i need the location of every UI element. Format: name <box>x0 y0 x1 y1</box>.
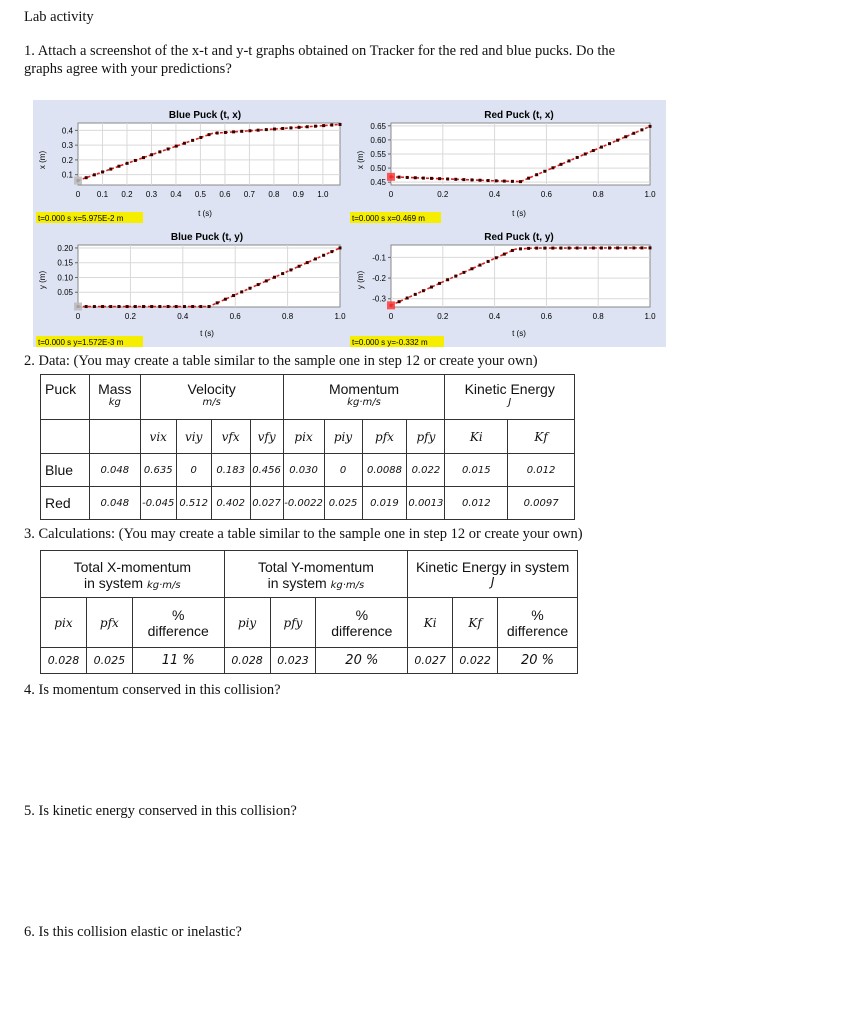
blue-y-data-point <box>265 279 268 282</box>
red-x-x-tick: 0.4 <box>489 190 501 199</box>
sub-pfx: pfx <box>86 598 132 648</box>
sub-piy: piy <box>324 420 362 454</box>
header-puck: Puck <box>41 375 90 420</box>
blue-x-data-point <box>126 162 129 165</box>
cell: 0.0013 <box>407 487 445 520</box>
red-y-data-point <box>503 253 506 256</box>
blue-y-data-point <box>339 246 342 249</box>
cell: 20 % <box>498 648 578 674</box>
red-y-data-point <box>608 246 611 249</box>
blue-x-ylabel: x (m) <box>38 150 47 170</box>
red-x-y-tick: 0.65 <box>370 121 386 131</box>
sub-pct-x: % <box>171 606 185 623</box>
blue-y-x-tick: 1.0 <box>334 312 346 321</box>
cell: 0.0088 <box>362 454 407 487</box>
red-x-data-point <box>584 153 587 156</box>
red-x-data-point <box>398 176 401 179</box>
red-x-data-point <box>649 125 652 128</box>
data-table <box>40 374 575 520</box>
blue-x-y-tick: 0.3 <box>61 141 73 151</box>
header-total-x-2: in system <box>83 575 144 591</box>
red-y-data-point <box>559 247 562 250</box>
blue-x-data-point <box>199 136 202 139</box>
blue-y-data-point <box>224 298 227 301</box>
blue-y-y-tick: 0.20 <box>57 243 73 253</box>
header-system-ke: Kinetic Energy in system <box>415 559 570 575</box>
sub-vfx: vfx <box>211 420 250 454</box>
blue-y-data-point <box>273 276 276 279</box>
blue-x-data-point <box>281 127 284 130</box>
red-x-data-point <box>406 176 409 179</box>
page-title: Lab activity <box>24 9 94 25</box>
blue-y-data-point <box>167 305 170 308</box>
cell: 0.012 <box>508 454 575 487</box>
table-row <box>41 648 578 674</box>
red-x-start-marker <box>387 173 395 181</box>
blue-y-data-point <box>232 294 235 297</box>
red-y-data-point <box>535 247 538 250</box>
header-total-y-2: in system <box>267 575 327 591</box>
blue-x-data-point <box>265 128 268 131</box>
red-y-data-point <box>592 246 595 249</box>
red-x-data-point <box>624 135 627 138</box>
cell: 0 <box>324 454 362 487</box>
question-2: 2. Data: (You may create a table similar to the sample one in step 12 or create your own) <box>24 353 538 369</box>
sub-ki: Ki <box>445 420 508 454</box>
blue-y-readout: t=0.000 s y=1.572E-3 m <box>38 338 124 347</box>
blue-y-data-point <box>175 305 178 308</box>
blue-x-title: Blue Puck (t, x) <box>168 110 242 121</box>
blue-x-data-point <box>298 126 301 129</box>
red-y-y-tick: -0.3 <box>372 294 386 304</box>
red-y-data-point <box>470 267 473 270</box>
blue-x-x-tick: 1.0 <box>317 190 329 199</box>
question-5: 5. Is kinetic energy conserved in this collision? <box>24 803 297 819</box>
unit-system-ke: J <box>490 575 495 589</box>
blue-y-y-tick: 0.05 <box>57 288 73 298</box>
red-x-y-tick: 0.55 <box>370 150 386 159</box>
blue-y-y-tick: 0.15 <box>57 258 73 268</box>
red-y-data-point <box>551 247 554 250</box>
blue-x-x-tick: 0.7 <box>243 190 255 199</box>
unit-total-x: kg·m/s <box>146 580 181 591</box>
cell: 0.027 <box>408 648 453 674</box>
red-y-data-point <box>495 256 498 259</box>
red-y-y-tick: -0.1 <box>372 253 386 263</box>
header-kinetic-energy: Kinetic Energy <box>464 381 555 397</box>
red-x-data-point <box>422 177 425 180</box>
red-y-x-tick: 1.0 <box>644 312 656 321</box>
red-y-data-point <box>624 246 627 249</box>
red-x-x-tick: 1.0 <box>644 190 656 199</box>
blue-y-data-point <box>191 305 194 308</box>
header-velocity: Velocity <box>187 381 236 397</box>
blue-x-data-point <box>183 142 186 145</box>
blue-y-data-point <box>281 272 284 275</box>
red-x-data-point <box>535 173 538 176</box>
cell: 0.025 <box>324 487 362 520</box>
red-x-x-tick: 0.8 <box>592 190 604 199</box>
red-y-xlabel: t (s) <box>512 329 526 338</box>
header-momentum: Momentum <box>328 381 399 397</box>
blue-y-start-marker <box>74 303 82 311</box>
blue-x-x-tick: 0.5 <box>194 190 206 199</box>
red-y-data-point <box>632 246 635 249</box>
sub-vix: vix <box>140 420 176 454</box>
red-x-data-point <box>414 176 417 179</box>
cell: 0.022 <box>407 454 445 487</box>
blue-x-x-tick: 0.2 <box>121 190 133 199</box>
red-x-data-point <box>438 177 441 180</box>
cell: 20 % <box>316 648 408 674</box>
red-x-data-point <box>640 128 643 131</box>
blue-x-data-point <box>175 145 178 148</box>
red-x-y-tick: 0.50 <box>370 164 386 174</box>
blue-y-ylabel: y (m) <box>38 270 47 290</box>
cell: 0.023 <box>270 648 316 674</box>
blue-y-x-tick: 0.8 <box>282 312 294 321</box>
blue-x-start-marker <box>74 177 82 185</box>
blue-y-data-point <box>322 254 325 257</box>
sub-diff-ke: difference <box>506 622 569 639</box>
cell: 0.402 <box>211 487 250 520</box>
red-y-data-point <box>649 246 652 249</box>
red-y-data-point <box>430 286 433 289</box>
blue-x-plot-area <box>78 123 340 185</box>
blue-y-data-point <box>109 305 112 308</box>
cell: 0.048 <box>89 454 140 487</box>
header-mass: Mass <box>98 381 132 397</box>
red-x-ylabel: x (m) <box>356 150 365 170</box>
cell: 0.015 <box>445 454 508 487</box>
red-y-data-point <box>487 260 490 263</box>
blue-y-y-tick: 0.10 <box>57 273 73 283</box>
red-y-x-tick: 0 <box>388 312 394 321</box>
red-x-data-point <box>479 179 482 182</box>
red-x-data-point <box>600 146 603 149</box>
red-x-data-point <box>446 177 449 180</box>
red-y-data-point <box>568 247 571 250</box>
header-total-x: Total X-momentum <box>73 559 192 575</box>
sub-diff-y: difference <box>331 622 393 639</box>
blue-x-data-point <box>167 147 170 150</box>
red-x-data-point <box>568 159 571 162</box>
red-y-data-point <box>527 247 530 250</box>
blue-x-xlabel: t (s) <box>198 209 212 218</box>
red-y-data-point <box>462 271 465 274</box>
cell: 0.012 <box>445 487 508 520</box>
red-x-xlabel: t (s) <box>512 209 526 218</box>
red-y-start-marker <box>387 301 395 309</box>
red-x-x-tick: 0.6 <box>540 190 552 199</box>
red-y-data-point <box>438 282 441 285</box>
red-y-title: Red Puck (t, y) <box>484 232 554 243</box>
blue-y-data-point <box>298 265 301 268</box>
blue-x-data-point <box>232 130 235 133</box>
blue-x-y-tick: 0.2 <box>61 155 73 165</box>
table-row <box>41 487 575 520</box>
blue-y-x-tick: 0 <box>75 312 81 321</box>
blue-x-data-point <box>208 133 211 136</box>
blue-x-data-point <box>273 128 276 131</box>
row-label-blue: Blue <box>41 454 90 487</box>
blue-x-data-point <box>306 125 309 128</box>
red-y-data-point <box>454 275 457 278</box>
blue-y-data-point <box>208 305 211 308</box>
blue-x-data-point <box>109 168 112 171</box>
red-y-x-tick: 0.4 <box>489 312 501 321</box>
blue-x-x-tick: 0.8 <box>268 190 280 199</box>
cell: 0.512 <box>176 487 211 520</box>
blue-y-data-point <box>134 305 137 308</box>
cell: 0.019 <box>362 487 407 520</box>
blue-x-data-point <box>322 124 325 127</box>
red-y-ylabel: y (m) <box>356 270 365 290</box>
blue-x-y-tick: 0.1 <box>61 170 73 180</box>
blue-y-title: Blue Puck (t, y) <box>170 232 244 243</box>
blue-x-data-point <box>85 176 88 179</box>
red-y-x-tick: 0.2 <box>437 312 449 321</box>
blue-y-data-point <box>306 261 309 264</box>
blue-x-readout: t=0.000 s x=5.975E-2 m <box>38 214 124 223</box>
red-y-data-point <box>616 246 619 249</box>
red-x-data-point <box>470 178 473 181</box>
red-y-y-tick: -0.2 <box>372 274 386 284</box>
red-y-x-tick: 0.8 <box>592 312 604 321</box>
blue-x-data-point <box>224 131 227 134</box>
red-x-data-point <box>616 139 619 142</box>
red-x-data-point <box>527 177 530 180</box>
blue-x-data-point <box>117 165 120 168</box>
blue-x-data-point <box>289 126 292 129</box>
red-x-data-point <box>519 180 522 183</box>
red-x-data-point <box>495 179 498 182</box>
cell: 0 <box>176 454 211 487</box>
sub-ki: Ki <box>408 598 453 648</box>
blue-y-data-point <box>158 305 161 308</box>
red-y-plot-area <box>391 245 650 307</box>
red-y-data-point <box>600 246 603 249</box>
blue-y-data-point <box>199 305 202 308</box>
red-x-data-point <box>430 177 433 180</box>
blue-y-data-point <box>85 305 88 308</box>
blue-y-data-point <box>257 283 260 286</box>
blue-y-plot-area <box>78 245 340 307</box>
cell: 0.183 <box>211 454 250 487</box>
sub-pfx: pfx <box>362 420 407 454</box>
blue-x-data-point <box>134 159 137 162</box>
cell: 0.028 <box>224 648 270 674</box>
blue-x-data-point <box>101 170 104 173</box>
row-label-red: Red <box>41 487 90 520</box>
red-x-data-point <box>608 142 611 145</box>
blue-y-data-point <box>150 305 153 308</box>
blue-y-data-point <box>142 305 145 308</box>
table-row <box>41 454 575 487</box>
red-x-data-point <box>551 166 554 169</box>
sub-pfy: pfy <box>270 598 316 648</box>
blue-x-data-point <box>191 139 194 142</box>
blue-y-data-point <box>101 305 104 308</box>
cell: 0.030 <box>283 454 324 487</box>
cell: -0.0022 <box>283 487 324 520</box>
red-y-data-point <box>576 247 579 250</box>
cell: 0.048 <box>89 487 140 520</box>
sub-diff-x: difference <box>147 622 209 639</box>
unit-kinetic-energy: J <box>508 397 512 408</box>
red-x-readout: t=0.000 s x=0.469 m <box>352 214 425 223</box>
blue-x-x-tick: 0.4 <box>170 190 182 199</box>
calculations-table <box>40 550 578 674</box>
cell: 0.025 <box>86 648 132 674</box>
red-x-x-tick: 0.2 <box>437 190 449 199</box>
red-x-data-point <box>576 156 579 159</box>
red-y-data-point <box>519 247 522 250</box>
blue-x-y-tick: 0.4 <box>61 126 73 136</box>
sub-pix: pix <box>41 598 87 648</box>
blue-x-data-point <box>248 129 251 132</box>
blue-y-data-point <box>314 257 317 260</box>
red-y-data-point <box>640 246 643 249</box>
blue-y-data-point <box>216 301 219 304</box>
red-x-data-point <box>462 178 465 181</box>
sub-viy: viy <box>176 420 211 454</box>
red-y-data-point <box>543 247 546 250</box>
red-x-data-point <box>543 170 546 173</box>
red-y-readout: t=0.000 s y=-0.332 m <box>352 338 428 347</box>
red-x-data-point <box>487 179 490 182</box>
blue-y-data-point <box>183 305 186 308</box>
question-1-line-2: graphs agree with your predictions? <box>24 61 232 77</box>
red-x-data-point <box>592 149 595 152</box>
blue-y-x-tick: 0.2 <box>124 312 136 321</box>
sub-vfy: vfy <box>250 420 283 454</box>
unit-momentum: kg·m/s <box>347 397 381 408</box>
blue-y-data-point <box>330 250 333 253</box>
red-y-x-tick: 0.6 <box>540 312 552 321</box>
blue-y-data-point <box>240 290 243 293</box>
red-x-data-point <box>632 132 635 135</box>
red-y-data-point <box>422 289 425 292</box>
red-y-data-point <box>446 278 449 281</box>
red-x-data-point <box>511 180 514 183</box>
cell: 11 % <box>132 648 224 674</box>
blue-y-data-point <box>117 305 120 308</box>
red-y-data-point <box>414 293 417 296</box>
blue-x-x-tick: 0.6 <box>219 190 231 199</box>
blue-x-data-point <box>257 129 260 132</box>
blue-x-x-tick: 0 <box>75 190 81 199</box>
blue-x-x-tick: 0.1 <box>96 190 109 199</box>
question-6: 6. Is this collision elastic or inelastic? <box>24 924 242 940</box>
blue-y-xlabel: t (s) <box>200 329 214 338</box>
blue-y-data-point <box>289 268 292 271</box>
cell: 0.635 <box>140 454 176 487</box>
red-y-data-point <box>511 249 514 252</box>
blue-x-data-point <box>314 125 317 128</box>
blue-x-data-point <box>158 150 161 153</box>
sub-pfy: pfy <box>407 420 445 454</box>
cell: 0.456 <box>250 454 283 487</box>
cell: 0.0097 <box>508 487 575 520</box>
red-y-data-point <box>584 247 587 250</box>
red-y-data-point <box>406 297 409 300</box>
sub-kf: Kf <box>453 598 498 648</box>
cell: 0.027 <box>250 487 283 520</box>
sub-piy: piy <box>224 598 270 648</box>
cell: -0.045 <box>140 487 176 520</box>
unit-total-y: kg·m/s <box>330 580 365 591</box>
blue-x-x-tick: 0.3 <box>145 190 158 199</box>
red-x-data-point <box>559 163 562 166</box>
red-x-data-point <box>454 178 457 181</box>
blue-x-data-point <box>142 156 145 159</box>
blue-x-data-point <box>240 130 243 133</box>
question-3: 3. Calculations: (You may create a table similar to the sample one in step 12 or create your own) <box>24 526 583 542</box>
sub-pct-ke: % <box>531 606 544 623</box>
blue-x-data-point <box>339 123 342 126</box>
blue-y-data-point <box>93 305 96 308</box>
question-1-line-1: 1. Attach a screenshot of the x-t and y-t graphs obtained on Tracker for the red and blue pucks. Do the <box>24 43 616 59</box>
blue-x-data-point <box>330 124 333 127</box>
cell: 0.028 <box>41 648 87 674</box>
red-y-data-point <box>479 264 482 267</box>
blue-y-data-point <box>248 287 251 290</box>
header-total-y: Total Y-momentum <box>257 559 374 575</box>
red-y-data-point <box>398 300 401 303</box>
blue-x-data-point <box>150 153 153 156</box>
red-x-title: Red Puck (t, x) <box>484 110 554 121</box>
red-x-y-tick: 0.45 <box>370 178 386 188</box>
sub-pct-y: % <box>355 606 369 623</box>
red-x-y-tick: 0.60 <box>370 135 386 145</box>
blue-y-data-point <box>126 305 129 308</box>
tracker-graphs <box>33 100 666 347</box>
cell: 0.022 <box>453 648 498 674</box>
blue-x-x-tick: 0.9 <box>292 190 304 199</box>
sub-pix: pix <box>283 420 324 454</box>
question-4: 4. Is momentum conserved in this collision? <box>24 682 281 698</box>
blue-x-data-point <box>93 173 96 176</box>
unit-mass: kg <box>108 397 121 408</box>
red-x-data-point <box>503 180 506 183</box>
red-x-x-tick: 0 <box>388 190 394 199</box>
blue-y-x-tick: 0.6 <box>229 312 241 321</box>
sub-kf: Kf <box>508 420 575 454</box>
unit-velocity: m/s <box>202 397 221 408</box>
blue-x-data-point <box>216 132 219 135</box>
blue-y-x-tick: 0.4 <box>177 312 189 321</box>
